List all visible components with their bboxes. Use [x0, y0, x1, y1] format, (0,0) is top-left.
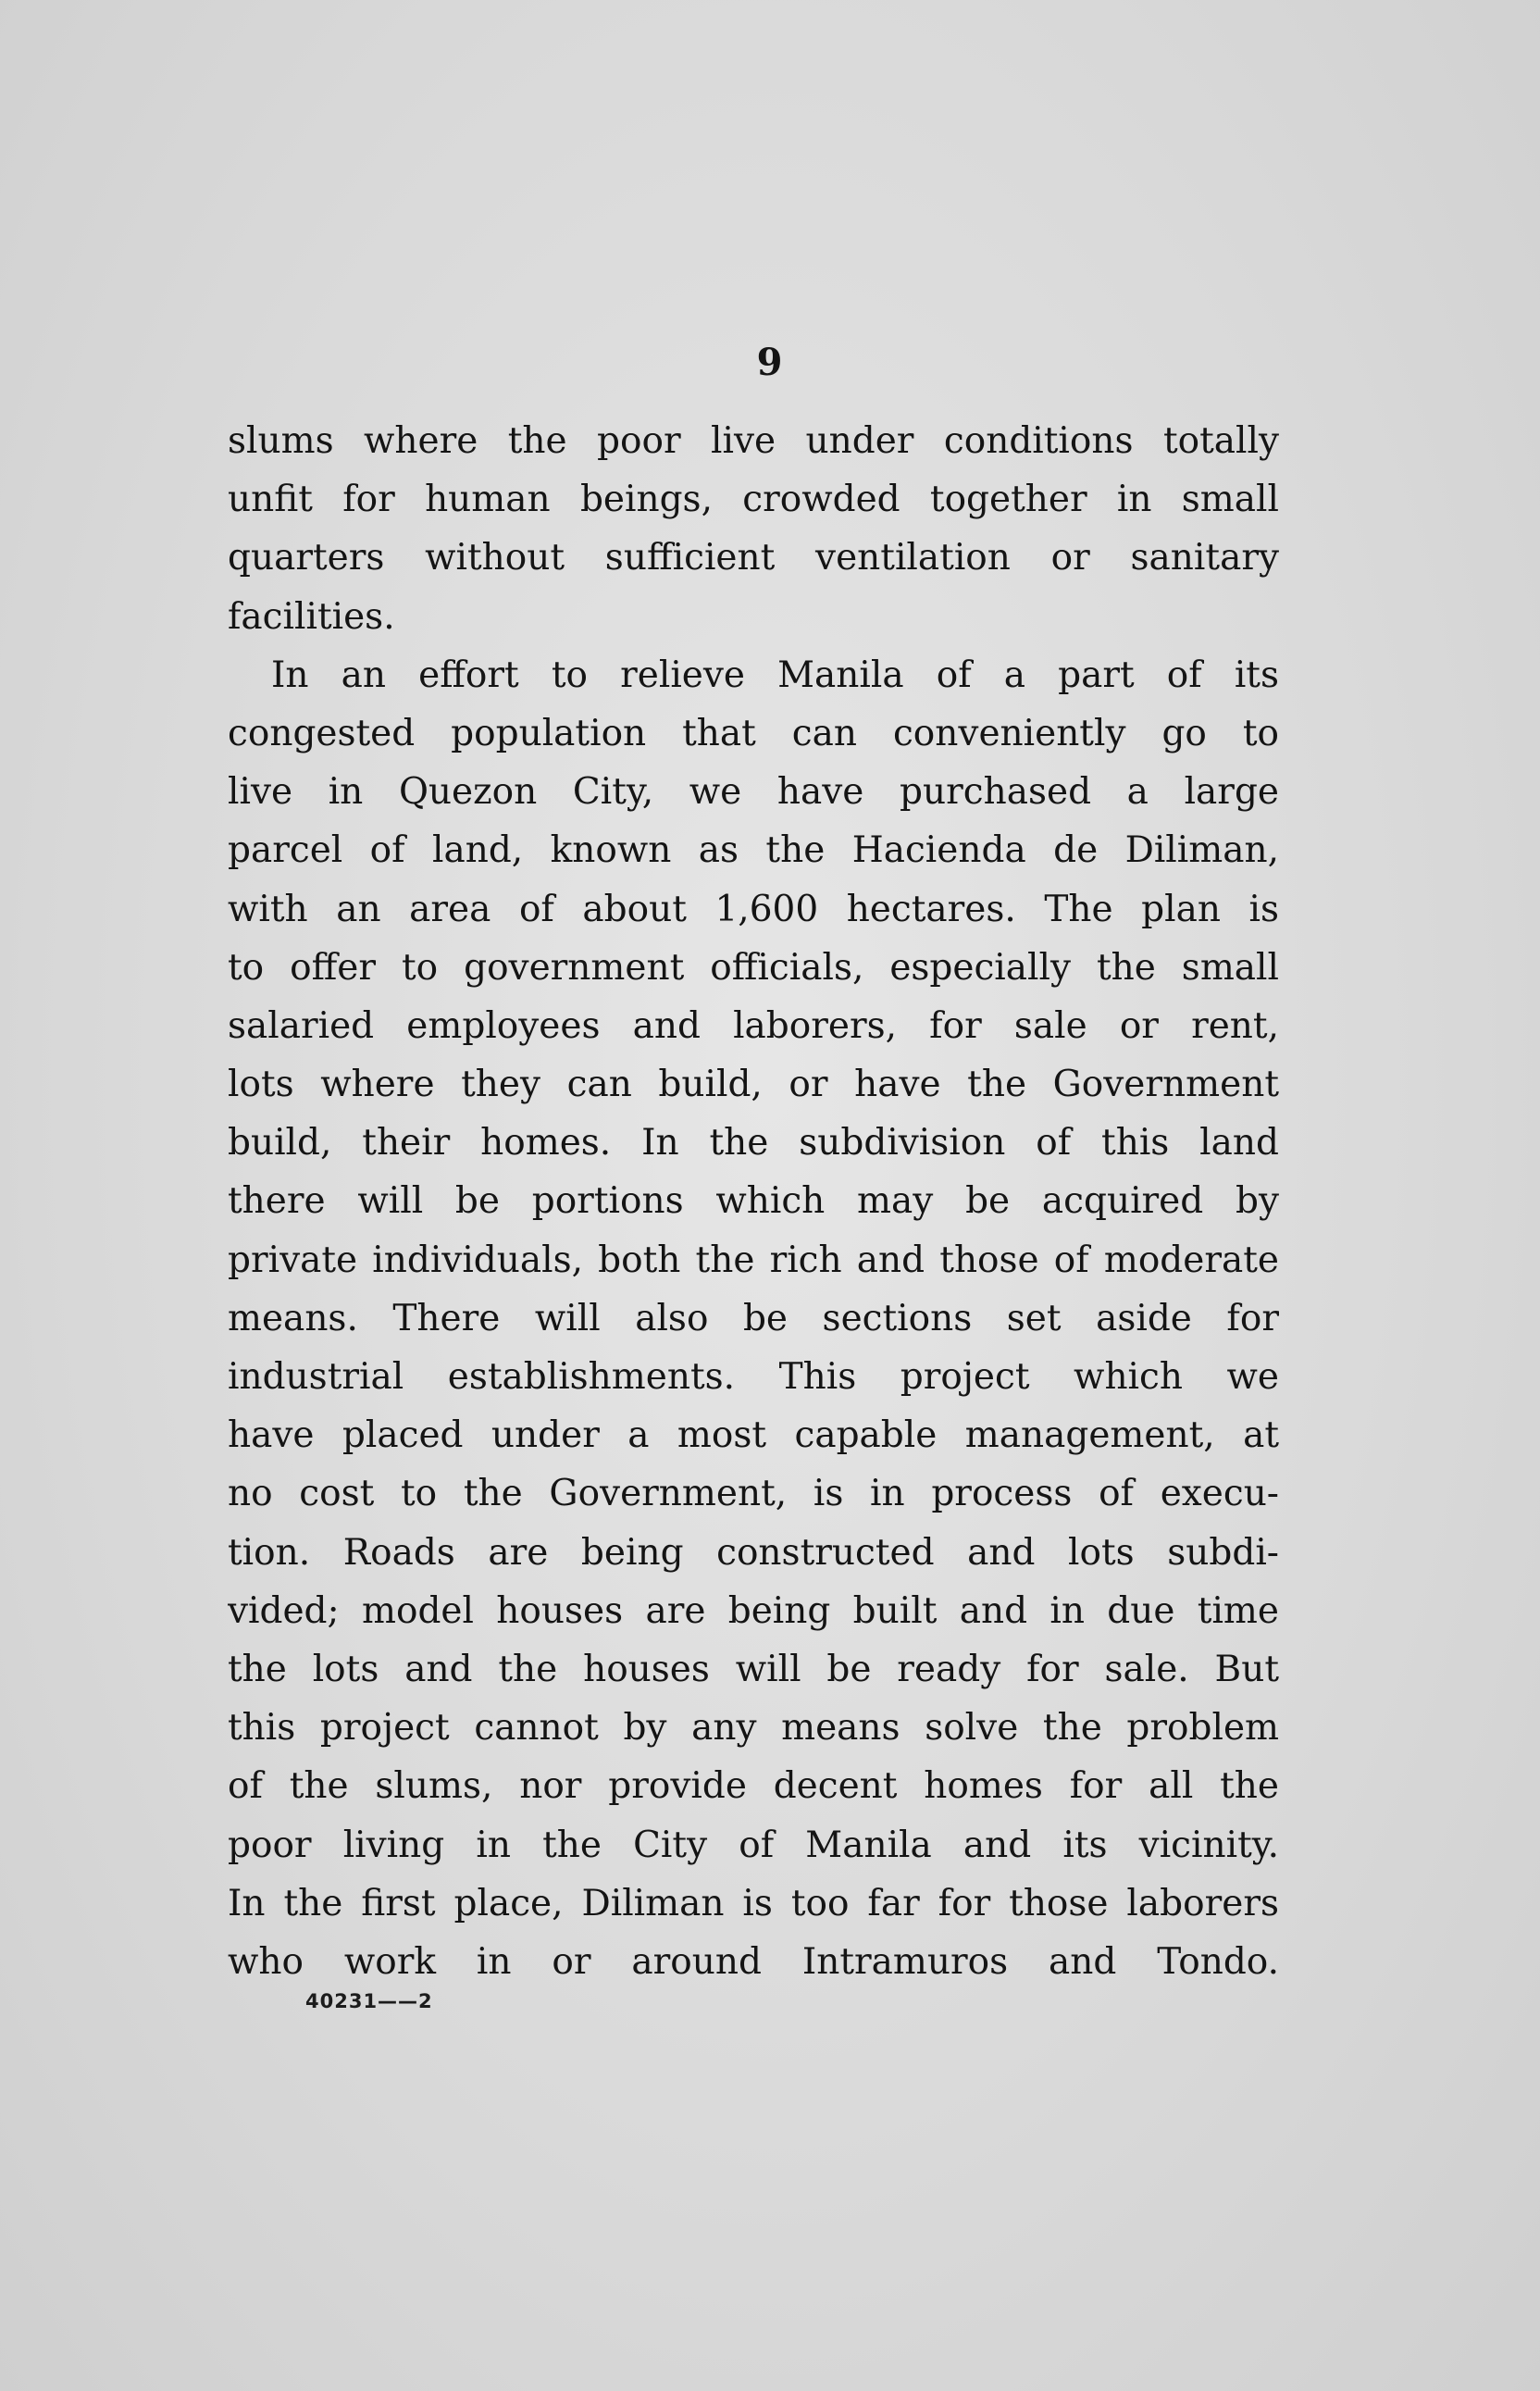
text-line: parcel of land, known as the Hacienda de Diliman, [228, 829, 1279, 872]
text-line: who work in or around Intramuros and Tondo. [228, 1940, 1279, 1983]
printer-signature-mark: 40231——2 [305, 1990, 433, 2012]
text-line: means. There will also be sections set aside for [228, 1297, 1279, 1339]
text-line: lots where they can build, or have the Government [228, 1064, 1279, 1106]
text-line: to offer to government officials, especially the small [228, 946, 1279, 989]
page-number: 9 [756, 341, 784, 384]
text-line: In the first place, Diliman is too far for those laborers [228, 1882, 1279, 1924]
text-line: quarters without sufficient ventilation or sanitary [228, 537, 1279, 579]
text-line: have placed under a most capable management, at [228, 1414, 1279, 1457]
text-line: this project cannot by any means solve the problem [228, 1707, 1279, 1750]
text-line: the lots and the houses will be ready for sale. But [228, 1648, 1279, 1690]
text-line: facilities. [228, 595, 395, 638]
text-line: live in Quezon City, we have purchased a large [228, 771, 1279, 814]
text-line: In an effort to relieve Manila of a part of its [271, 654, 1279, 696]
text-line: private individuals, both the rich and those of moderate [228, 1239, 1279, 1281]
text-line: tion. Roads are being constructed and lots subdi- [228, 1531, 1279, 1574]
text-line: no cost to the Government, is in process of execu- [228, 1473, 1279, 1515]
text-line: slums where the poor live under conditions totally [228, 420, 1279, 462]
text-line: with an area of about 1,600 hectares. The plan is [228, 888, 1279, 930]
text-line: unfit for human beings, crowded together in small [228, 479, 1279, 521]
text-line: poor living in the City of Manila and its vicinity. [228, 1824, 1279, 1866]
text-line: there will be portions which may be acquired by [228, 1180, 1279, 1223]
text-line: salaried employees and laborers, for sale or rent, [228, 1004, 1279, 1047]
text-line: congested population that can conveniently go to [228, 712, 1279, 754]
body-text [228, 412, 1279, 1991]
text-line: vided; model houses are being built and in due time [228, 1589, 1279, 1632]
text-line: of the slums, nor provide decent homes for all the [228, 1765, 1279, 1808]
text-line: industrial establishments. This project which we [228, 1356, 1279, 1398]
text-line: build, their homes. In the subdivision of this land [228, 1122, 1279, 1164]
